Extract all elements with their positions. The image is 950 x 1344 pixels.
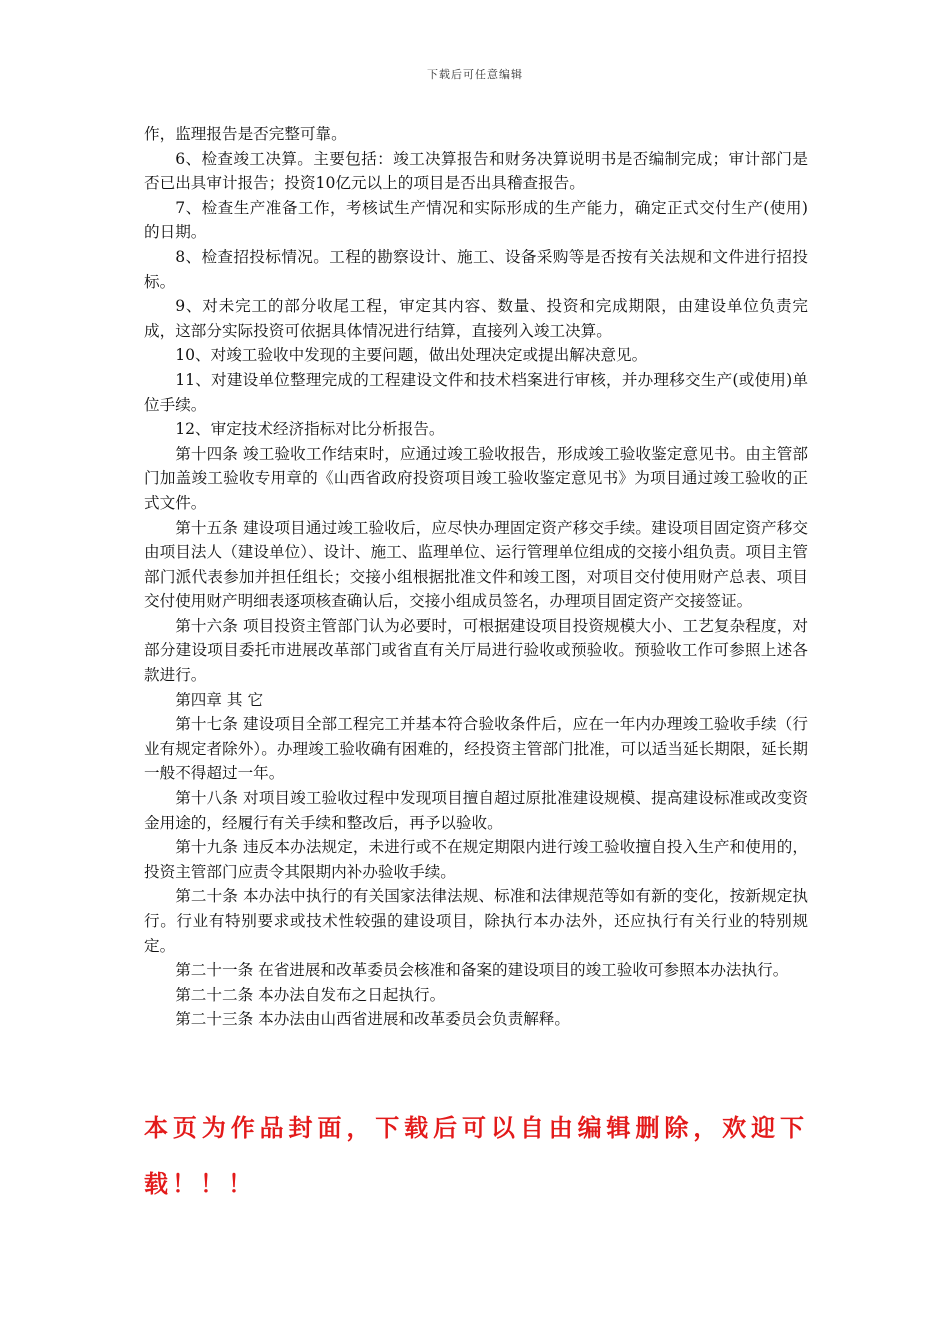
paragraph: 7、检查生产准备工作，考核试生产情况和实际形成的生产能力，确定正式交付生产(使用) 的日期。	[144, 198, 808, 242]
paragraph: 第十五条 建设项目通过竣工验收后，应尽快办理固定资产移交手续。建设项目固定资产移交由项目法人（建设单位）、设计、施工、监理单位、运行管理单位组成的交接小组负责。项目主管部门派代表参加并担任组长；交接小组根据批准文件和竣工图，对项目交付使用财产总表、项目交付使用财产明细表逐项核查确认后，交接小组成员签名，办理项目固定资产交接签证。	[144, 518, 808, 611]
paragraph: 第二十二条 本办法自发布之日起执行。	[175, 985, 446, 1004]
paragraph: 6、检查竣工决算。主要包括：竣工决算报告和财务决算说明书是否编制完成；审计部门是否已出具审计报告；投资10亿元以上的项目是否出具稽查报告。	[144, 149, 808, 193]
paragraph: 第二十三条 本办法由山西省进展和改革委员会负责解释。	[175, 1010, 570, 1029]
paragraph: 9、对未完工的部分收尾工程，审定其内容、数量、投资和完成期限，由建设单位负责完成，这部分实际投资可依据具体情况进行结算，直接列入竣工决算。	[144, 297, 808, 340]
chapter-heading: 第四章 其 它	[175, 690, 264, 709]
paragraph: 8、检查招投标情况。工程的勘察设计、施工、设备采购等是否按有关法规和文件进行招投标。	[144, 247, 808, 291]
download-notice: 本页为作品封面，下载后可以自由编辑删除，欢迎下载！！！	[144, 1114, 808, 1198]
paragraph: 11、对建设单位整理完成的工程建设文件和技术档案进行审核，并办理移交生产(或使用)单位手续。	[144, 370, 808, 414]
paragraph: 第二十条 本办法中执行的有关国家法律法规、标准和法律规范等如有新的变化，按新规定执行。行业有特别要求或技术性较强的建设项目，除执行本办法外，还应执行有关行业的特别规定。	[144, 887, 808, 955]
paragraph: 第十六条 项目投资主管部门认为必要时，可根据建设项目投资规模大小、工艺复杂程度，对部分建设项目委托市进展改革部门或省直有关厅局进行验收或预验收。预验收工作可参照上述各款进行。	[144, 616, 808, 685]
paragraph: 第十九条 违反本办法规定，未进行或不在规定期限内进行竣工验收擅自投入生产和使用的，投资主管部门应责令其限期内补办验收手续。	[144, 838, 808, 881]
paragraph: 第十四条 竣工验收工作结束时，应通过竣工验收报告，形成竣工验收鉴定意见书。由主管部门加盖竣工验收专用章的《山西省政府投资项目竣工验收鉴定意见书》为项目通过竣工验收的正式文件。	[144, 444, 808, 512]
paragraph: 作，监理报告是否完整可靠。	[144, 125, 347, 143]
paragraph: 第二十一条 在省进展和改革委员会核准和备案的建设项目的竣工验收可参照本办法执行。	[175, 961, 789, 980]
paragraph: 第十八条 对项目竣工验收过程中发现项目擅自超过原批准建设规模、提高建设标准或改变资金用途的，经履行有关手续和整改后，再予以验收。	[144, 789, 808, 832]
paragraph: 第十七条 建设项目全部工程完工并基本符合验收条件后，应在一年内办理竣工验收手续（行业有规定者除外）。办理竣工验收确有困难的，经投资主管部门批准，可以适当延长期限，延长期一般不得超过一年。	[144, 715, 808, 783]
page-header: 下载后可任意编辑	[427, 68, 523, 81]
paragraph: 12、审定技术经济指标对比分析报告。	[175, 420, 445, 439]
document-body	[144, 122, 808, 1032]
paragraph: 10、对竣工验收中发现的主要问题，做出处理决定或提出解决意见。	[175, 346, 648, 365]
